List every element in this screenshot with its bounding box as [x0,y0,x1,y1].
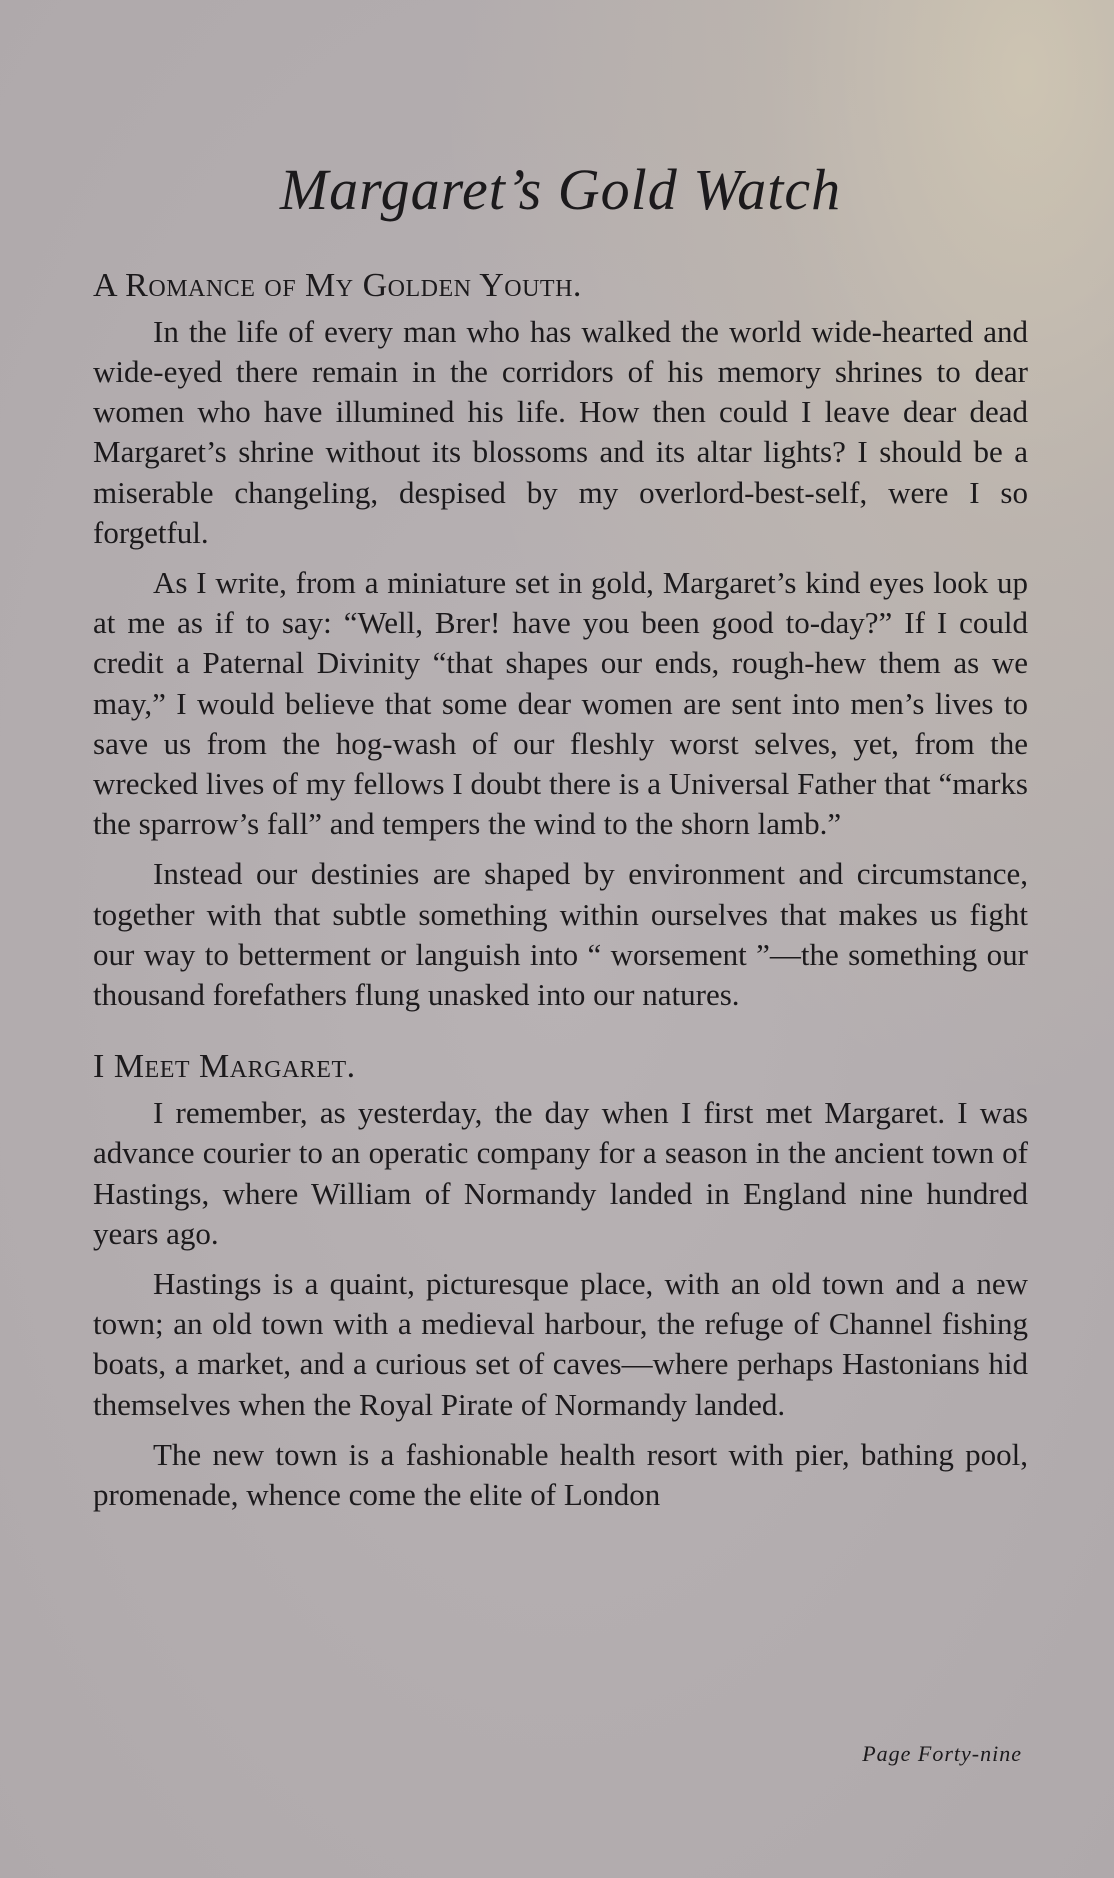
page-number: Page Forty-nine [862,1741,1022,1766]
section-heading: A Romance of My Golden Youth. [93,266,582,304]
paragraph: In the life of every man who has walked the world wide-hearted and wide-eyed there remain in the corridors of his memory shrines to dear women who have illumined his life. How then could I leave dear dead Margaret’s shrine without its blossoms and its altar lights? I should be a miserable changeling, despised by my overlord-best-self, were I so forgetful. [93,313,1028,550]
paragraph: The new town is a fashionable health resort with pier, bathing pool, promenade, whence come the elite of London [93,1436,1028,1513]
section-heading: I Meet Margaret. [93,1048,356,1086]
chapter-title: Margaret’s Gold Watch [279,157,842,222]
section-spacer [93,1025,1028,1047]
paragraph: Instead our destinies are shaped by environment and circumstance, together with that subtle something within ourselves that makes us fight our way to betterment or languish into “ worsement ”—the something our thousand forefathers flung unasked into our natures. [93,856,1028,1013]
section-meet-margaret [93,1047,1028,1515]
paragraph: Hastings is a quaint, picturesque place, with an old town and a new town; an old town with a medieval harbour, the refuge of Channel fishing boats, a market, and a curious set of caves—where perhaps Hastonians hid themselves when the Royal Pirate of Normandy landed. [93,1266,1028,1422]
paragraph: As I write, from a miniature set in gold, Margaret’s kind eyes look up at me as if to say: “Well, Brer! have you been good to-day?” If I could credit a Paternal Divinity “that shapes our ends, rough-hew them as we may,” I would believe that some dear women are sent into men’s lives to save us from the hog-wash of our fleshly worst selves, yet, from the wrecked lives of my fellows I doubt there is a Universal Father that “marks the sparrow’s fall” and tempers the wind to the shorn lamb.” [93,565,1028,842]
paragraph: I remember, as yesterday, the day when I first met Margaret. I was advance courier to an operatic company for a season in the ancient town of Hastings, where William of Normandy landed in England nine hundred years ago. [93,1095,1028,1251]
book-page [93,150,1028,1525]
section-romance [93,266,1028,1015]
